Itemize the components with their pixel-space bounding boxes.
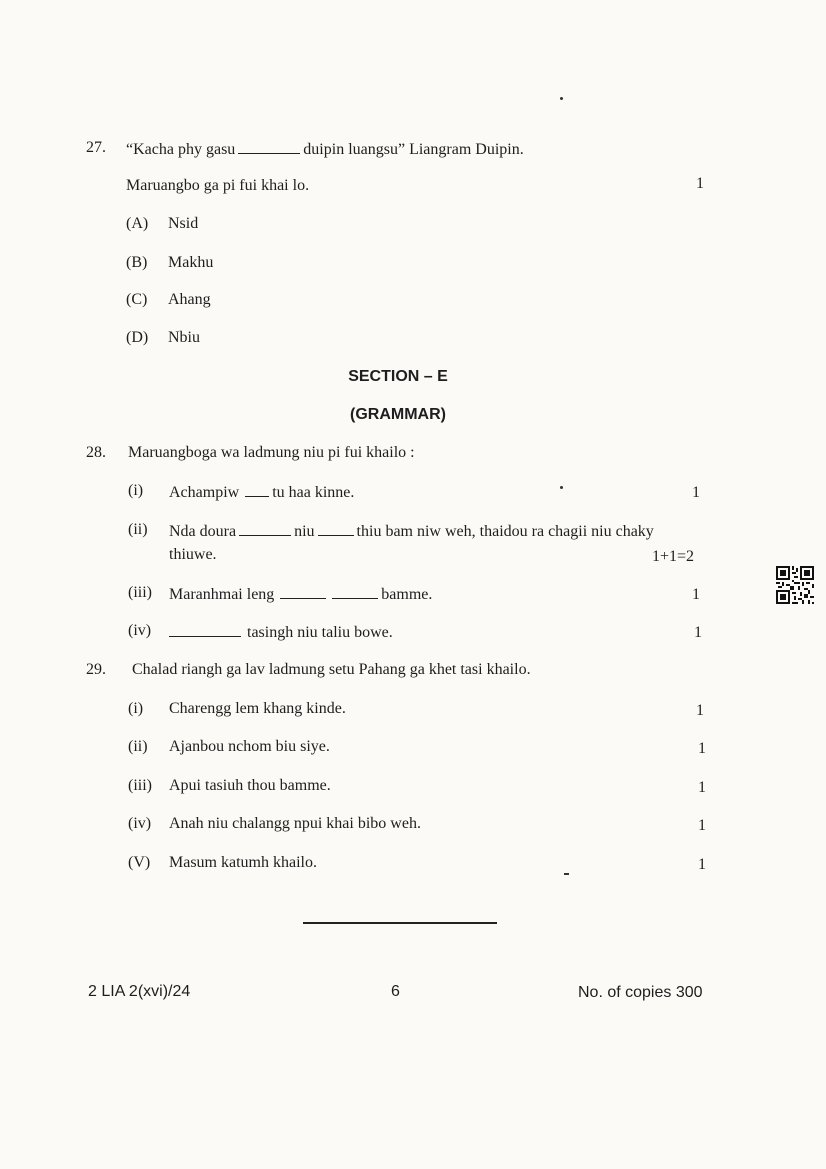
q27-blank <box>238 139 300 154</box>
q28-item-i-text <box>169 482 354 502</box>
q29-item-v-text: Masum katumh khailo. <box>169 854 317 871</box>
q28-item-iii-mark: 1 <box>692 586 700 603</box>
q28-item-ii-mark: 1+1=2 <box>652 548 695 565</box>
qr-code-icon <box>776 566 814 604</box>
q29-item-v-label: (V) <box>128 854 151 871</box>
q28-item-ii-blank-2 <box>318 521 354 536</box>
q29-item-iv-mark: 1 <box>698 817 706 834</box>
q27-option-c-text: Ahang <box>168 291 211 308</box>
q28-item-ii-blank-1 <box>239 521 291 536</box>
q27-option-a-text: Nsid <box>168 215 199 232</box>
q28-item-ii-text <box>169 521 654 541</box>
q29-number: 29. <box>86 661 106 678</box>
q27-option-d-text: Nbiu <box>168 329 200 346</box>
q28-item-iv-text <box>169 622 393 642</box>
q28-item-ii-line2: thiuwe. <box>169 546 217 563</box>
q28-item-iii-part2: bamme. <box>381 586 433 603</box>
q28-item-iv-blank <box>169 622 241 637</box>
q29-item-iii-text: Apui tasiuh thou bamme. <box>169 777 331 794</box>
section-title: SECTION – E <box>348 368 448 385</box>
q27-option-c-label: (C) <box>126 291 148 308</box>
scan-speck <box>560 97 563 100</box>
q29-item-ii-text: Ajanbou nchom biu siye. <box>169 738 330 755</box>
q28-instruction: Maruangboga wa ladmung niu pi fui khailo : <box>128 444 415 461</box>
q27-mark: 1 <box>696 175 704 192</box>
q28-item-ii-part2: niu <box>294 523 315 540</box>
section-subtitle: (GRAMMAR) <box>350 406 446 423</box>
end-rule <box>303 922 497 924</box>
q28-item-iii-text <box>169 584 432 604</box>
q27-stem <box>126 139 524 159</box>
q28-item-ii-label: (ii) <box>128 521 148 538</box>
q28-item-ii-part1: Nda doura <box>169 523 237 540</box>
q29-item-i-mark: 1 <box>696 702 704 719</box>
q29-instruction: Chalad riangh ga lav ladmung setu Pahang ga khet tasi khailo. <box>132 661 531 678</box>
q27-instruction: Maruangbo ga pi fui khai lo. <box>126 177 310 194</box>
q29-item-iii-mark: 1 <box>698 779 706 796</box>
q29-item-iii-label: (iii) <box>128 777 152 794</box>
q29-item-i-label: (i) <box>128 700 144 717</box>
q29-item-ii-label: (ii) <box>128 738 148 755</box>
q29-item-ii-mark: 1 <box>698 740 706 757</box>
q27-option-d-label: (D) <box>126 329 149 346</box>
q28-item-iii-blank-1 <box>280 584 326 599</box>
scan-speck <box>560 486 563 489</box>
q27-text-after: duipin luangsu” Liangram Duipin. <box>303 141 524 158</box>
q28-item-iv-part1: tasingh niu taliu bowe. <box>247 624 393 641</box>
q28-number: 28. <box>86 444 106 461</box>
q28-item-ii-part3: thiu bam niw weh, thaidou ra chagii niu chaky <box>356 523 654 540</box>
q27-option-b-label: (B) <box>126 254 148 271</box>
scan-speck <box>564 873 569 875</box>
q29-item-iv-label: (iv) <box>128 815 152 832</box>
q29-item-i-text: Charengg lem khang kinde. <box>169 700 346 717</box>
q27-option-b-text: Makhu <box>168 254 214 271</box>
q28-item-i-part1: Achampiw <box>169 484 240 501</box>
q28-item-iii-label: (iii) <box>128 584 152 601</box>
footer-page-number: 6 <box>391 983 400 1000</box>
q28-item-iii-part1: Maranhmai leng <box>169 586 275 603</box>
q28-item-iii-blank-2 <box>332 584 378 599</box>
q28-item-i-part2: tu haa kinne. <box>272 484 355 501</box>
q27-number: 27. <box>86 139 106 156</box>
q28-item-iv-mark: 1 <box>694 624 702 641</box>
q28-item-iv-label: (iv) <box>128 622 152 639</box>
q28-item-i-mark: 1 <box>692 484 700 501</box>
q28-item-i-blank <box>245 482 269 497</box>
q29-item-iv-text: Anah niu chalangg npui khai bibo weh. <box>169 815 421 832</box>
q27-text-before: “Kacha phy gasu <box>126 141 236 158</box>
q29-item-v-mark: 1 <box>698 856 706 873</box>
q28-item-i-label: (i) <box>128 482 144 499</box>
footer-paper-code: 2 LIA 2(xvi)/24 <box>88 983 191 1000</box>
q27-option-a-label: (A) <box>126 215 149 232</box>
footer-copies: No. of copies 300 <box>578 984 703 1001</box>
